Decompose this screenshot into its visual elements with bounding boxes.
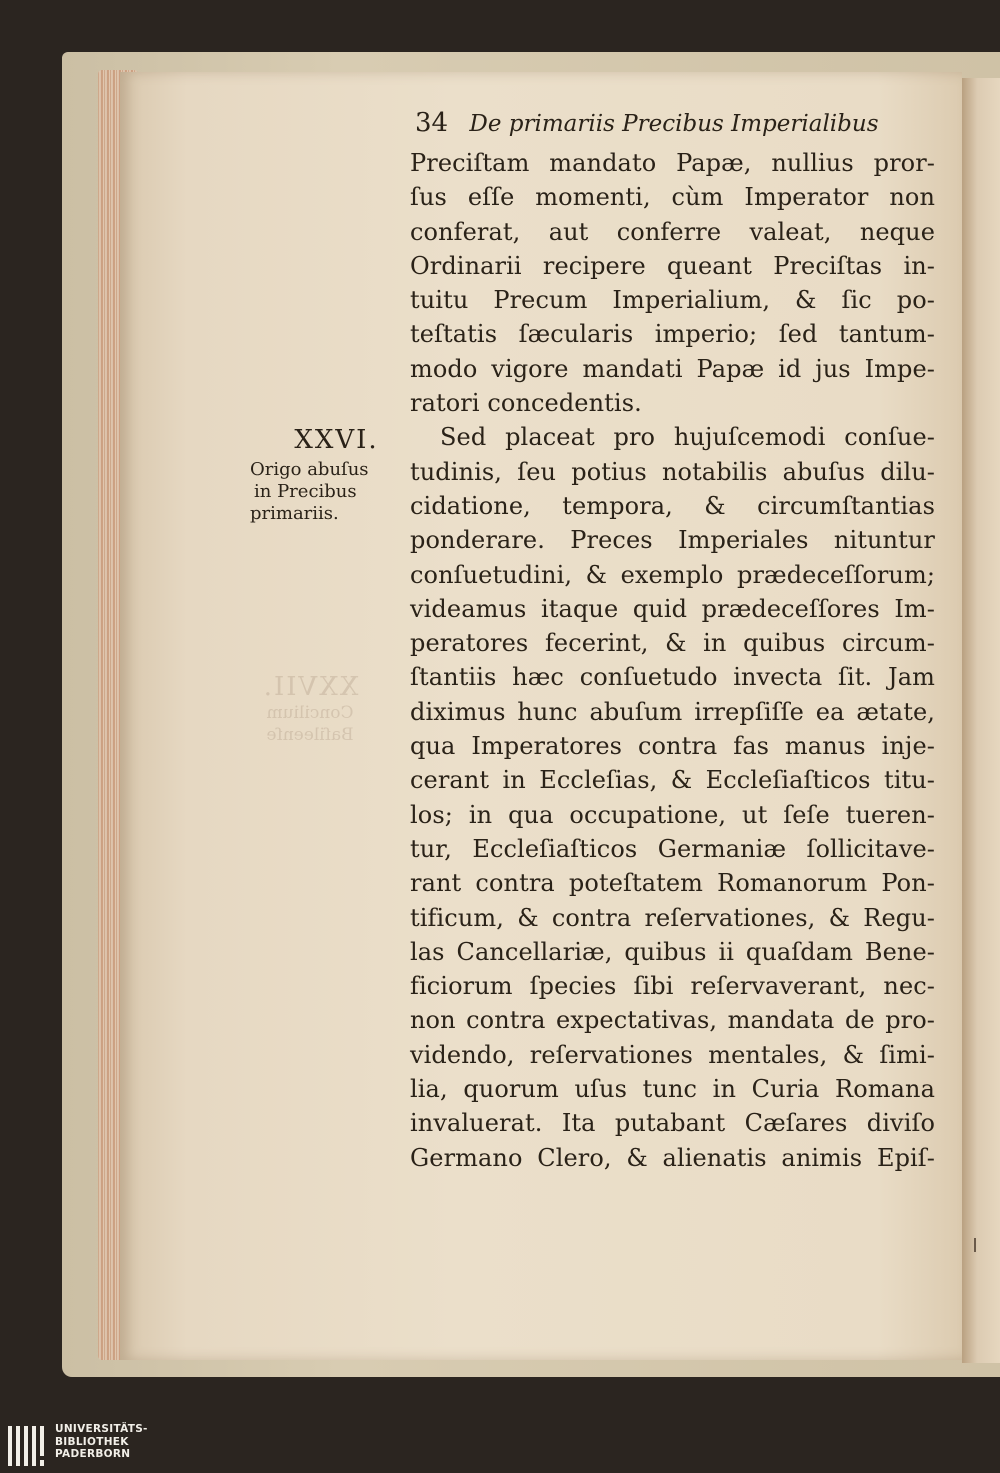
text-line: modo vigore mandati Papæ id jus Impe- bbox=[410, 354, 935, 383]
text-line: conferat, aut conferre valeat, neque bbox=[410, 217, 935, 246]
library-logo bbox=[0, 1420, 200, 1473]
text-line: tificum, & contra reſervationes, & Regu- bbox=[410, 903, 935, 932]
text-line: peratores fecerint, & in quibus circum- bbox=[410, 629, 935, 658]
text-line: videamus itaque quid prædeceſſores Im- bbox=[410, 594, 935, 623]
text-line: conſuetudini, & exemplo prædeceſſorum; bbox=[410, 560, 935, 589]
show-through-text: XXVII. Concilium Baſileenſe bbox=[261, 672, 359, 745]
text-line: tuitu Precum Imperialium, & ſic po- bbox=[410, 286, 935, 315]
text-line: cerant in Eccleſias, & Eccleſiaſticos titu- bbox=[410, 766, 935, 795]
page-number: 34 bbox=[415, 108, 449, 138]
text-line: tur, Eccleſiaſticos Germaniæ ſollicitave- bbox=[410, 834, 935, 863]
text-line: lia, quorum uſus tunc in Curia Romana bbox=[410, 1075, 935, 1104]
text-line: Preciſtam mandato Papæ, nullius pror- bbox=[410, 149, 935, 177]
text-line: cidatione, tempora, & circumſtantias bbox=[410, 491, 935, 520]
text-line: invaluerat. Ita putabant Cæſares diviſo bbox=[410, 1109, 935, 1138]
text-line: ficiorum ſpecies ſibi reſervaverant, nec- bbox=[410, 972, 935, 1001]
page-mark bbox=[974, 1238, 976, 1252]
text-line: videndo, reſervationes mentales, & ſimi- bbox=[410, 1040, 935, 1069]
text-line: Ordinarii recipere queant Preciſtas in- bbox=[410, 251, 935, 280]
text-line: ratori concedentis. bbox=[410, 389, 642, 418]
text-line: ſus eſſe momenti, cùm Imperator non bbox=[410, 183, 935, 212]
margin-note bbox=[250, 425, 405, 525]
text-line: diximus hunc abuſum irrepſiſſe ea ætate, bbox=[410, 697, 935, 726]
text-line: ſtantiis hæc conſuetudo invecta ſit. Jam bbox=[410, 663, 935, 692]
margin-note-line: in Precibus bbox=[254, 481, 357, 502]
text-line: ponderare. Preces Imperiales nituntur bbox=[410, 526, 935, 555]
running-title: De primariis Precibus Imperialibus bbox=[469, 111, 879, 137]
logo-line-1: UNIVERSITÄTS- bbox=[55, 1423, 148, 1435]
logo-line-2: BIBLIOTHEK bbox=[55, 1435, 129, 1448]
facing-page-edge bbox=[962, 78, 1000, 1363]
running-head bbox=[415, 108, 935, 148]
text-line: rant contra poteſtatem Romanorum Pon- bbox=[410, 869, 935, 898]
section-number: XXVI. bbox=[294, 425, 379, 455]
library-logo-icon bbox=[6, 1422, 48, 1470]
text-line: Germano Clero, & alienatis animis Epiſ- bbox=[410, 1143, 935, 1172]
margin-note-line: Origo abuſus bbox=[250, 459, 369, 480]
text-line: Sed placeat pro hujuſcemodi conſue- bbox=[440, 423, 935, 452]
text-line: teſtatis ſæcularis imperio; ſed tantum- bbox=[410, 320, 935, 349]
body-text bbox=[410, 146, 935, 1175]
logo-line-3: PADERBORN bbox=[55, 1448, 131, 1460]
text-line: los; in qua occupatione, ut ſeſe tueren- bbox=[410, 800, 935, 829]
text-line: qua Imperatores contra fas manus inje- bbox=[410, 732, 935, 761]
margin-note-line: primariis. bbox=[250, 503, 339, 524]
text-line: las Cancellariæ, quibus ii quaſdam Bene- bbox=[410, 937, 935, 966]
text-line: tudinis, ſeu potius notabilis abuſus dilu- bbox=[410, 457, 935, 486]
text-line: non contra expectativas, mandata de pro- bbox=[410, 1006, 935, 1035]
